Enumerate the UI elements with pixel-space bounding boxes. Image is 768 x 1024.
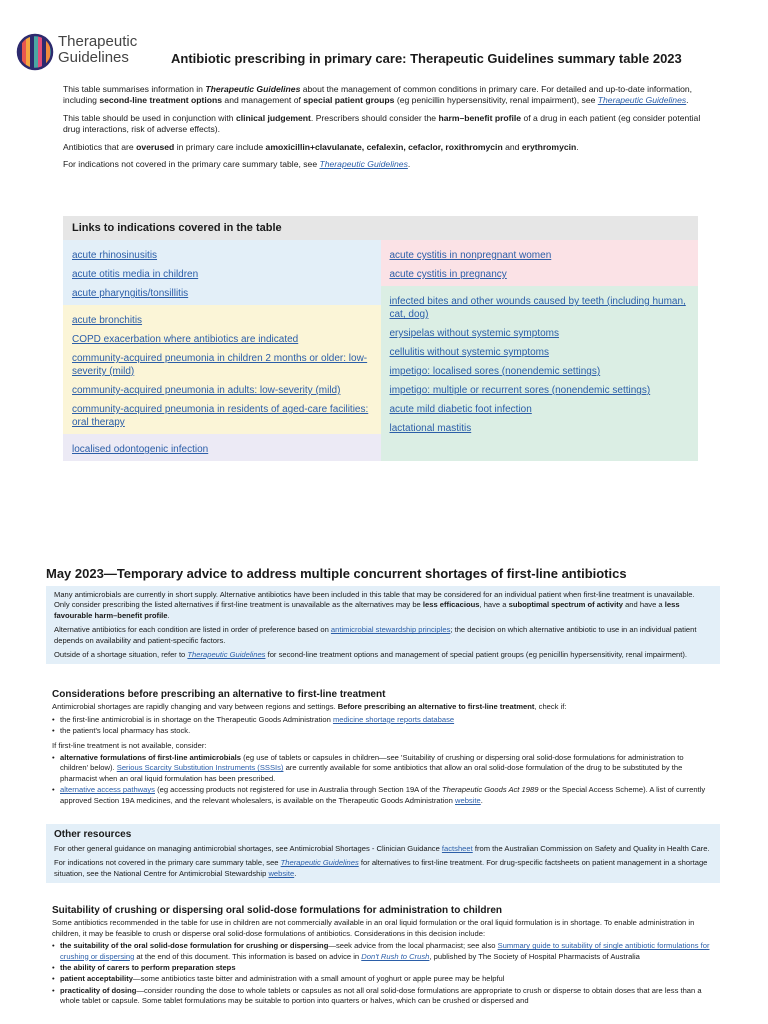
group-skin-links <box>381 286 699 461</box>
other-resources-heading: Other resources <box>54 829 132 840</box>
therapeutic-guidelines-link[interactable]: Therapeutic Guidelines <box>319 159 408 170</box>
other-resources-box: Other resources For other general guidance on managing antimicrobial shortages, see Antimicrobial Shortages - Clinician Guidance factsheet from the Australian Commission on Safety and Quality in Health Care. For indications not covered in the primary care summary table, see Therapeutic Guidelines for alternatives to first-line treatment. For drug-specific factsheets on patient management in a shortage situation, see the National Centre for Antimicrobial Stewardship website. <box>46 824 720 883</box>
link-lactational-mastitis[interactable]: lactational mastitis <box>389 423 472 434</box>
shortage-database-link[interactable]: medicine shortage reports database <box>332 714 455 724</box>
link-impetigo-localised[interactable]: impetigo: localised sores (nonendemic settings) <box>389 366 601 377</box>
summary-guide-link[interactable]: Summary guide to suitability of single antibiotic formulations for crushing or dispersing <box>60 941 710 961</box>
alternative-access-link[interactable]: alternative access pathways <box>60 785 155 795</box>
intro-paragraph-1: This table summarises information in Therapeutic Guidelines about the management of common conditions in primary care. For detailed and up-to-date information, including second-line treatment options and management of special patient groups (eg penicillin hypersensitivity, renal impairment), see Therapeutic Guidelines. <box>63 84 693 106</box>
list-item: • patient acceptability—some antibiotics taste bitter and administration with a small amount of yoghurt or apple puree may be helpful <box>60 974 710 984</box>
links-left-column <box>63 240 381 461</box>
link-infected-bites[interactable]: infected bites and other wounds caused by teeth (including human, cat, dog) <box>389 296 686 320</box>
logo-line-1: Therapeutic <box>58 33 138 50</box>
link-diabetic-foot[interactable]: acute mild diabetic foot infection <box>389 404 532 415</box>
therapeutic-guidelines-link[interactable]: Therapeutic Guidelines <box>597 95 687 106</box>
intro-section <box>63 84 703 176</box>
shortage-paragraph-2: Alternative antibiotics for each condition are listed in order of preference based on antimicrobial stewardship principles; the decision on which alternative antibiotic to use in an individual patient depends on availability and patient-specific factors. <box>54 625 697 645</box>
suitability-list <box>52 941 710 1006</box>
dont-rush-to-crush-link[interactable]: Don't Rush to Crush <box>361 951 430 961</box>
list-item: • alternative formulations of first-line antimicrobials (eg use of tablets or capsules in children—see 'Suitability of crushing or dispersing oral solid-dose formulations for administration to children' below). Serious Scarcity Substitution Instruments (SSSIs) are currently available for some antibiotics that allow an oral solid-dose formulation of the drug to be substituted by the pharmacist when an oral liquid formulation has been prescribed. <box>60 753 712 784</box>
therapeutic-guidelines-logo[interactable] <box>16 32 156 72</box>
link-cystitis-nonpregnant[interactable]: acute cystitis in nonpregnant women <box>389 250 552 261</box>
indication-links-table <box>63 216 698 461</box>
intro-paragraph-2: This table should be used in conjunction with clinical judgement. Prescribers should consider the harm–benefit profile of a drug in each patient (eg consider potential drug interactions, risk of adverse effects). <box>63 112 701 135</box>
considerations-heading: Considerations before prescribing an alternative to first-line treatment <box>52 689 386 700</box>
ncas-website-link[interactable]: website <box>268 868 295 878</box>
link-cap-aged-care[interactable]: community-acquired pneumonia in residents of aged-care facilities: oral therapy <box>72 404 369 428</box>
sssi-link[interactable]: Serious Scarcity Substitution Instruments (SSSIs) <box>116 763 284 773</box>
group-dental-links <box>63 434 381 461</box>
list-item: • alternative access pathways (eg accessing products not registered for use in Australia through Section 19A of the Therapeutic Goods Act 1989 or the Special Access Scheme). A list of currently approved Section 19A medicines, and the relevant wholesalers, is available on the Therapeutic Goods Administration website. <box>60 785 712 806</box>
link-acute-pharyngitis[interactable]: acute pharyngitis/tonsillitis <box>72 288 189 299</box>
link-acute-otitis-media[interactable]: acute otitis media in children <box>72 269 199 280</box>
intro-paragraph-4: For indications not covered in the primary care summary table, see Therapeutic Guidelines. <box>63 159 411 170</box>
link-acute-bronchitis[interactable]: acute bronchitis <box>72 315 143 326</box>
intro-paragraph-3: Antibiotics that are overused in primary care include amoxicillin+clavulanate, cefalexin, cefaclor, roxithromycin and erythromycin. <box>63 141 579 152</box>
considerations-section: Considerations before prescribing an alternative to first-line treatment Antimicrobial shortages are rapidly changing and vary between regions and settings. Before prescribing an alternative to first-line treatment, check if: • the first-line antimicrobial is in shortage on the Therapeutic Goods Administration medicine shortage reports database • the patient's local pharmacy has stock. If first-line treatment is not available, consider: • alternative formulations of first-line antimicrobials (eg use of tablets or capsules in children—see 'Suitability of crushing or dispersing oral solid-dose formulations for administration to children' below). Serious Scarcity Substitution Instruments (SSSIs) are currently available for some antibiotics that allow an oral solid-dose formulation of the drug to be substituted by the pharmacist when an oral liquid formulation has been prescribed. • alternative access pathways (eg accessing products not registered for use in Australia through Section 19A of the Therapeutic Goods Act 1989 or the Special Access Scheme). A list of currently approved Section 19A medicines, and the relevant wholesalers, is available on the Therapeutic Goods Administration website. <box>52 690 712 807</box>
group-urinary-links <box>381 240 699 286</box>
check-list <box>52 715 712 737</box>
consider-list <box>52 753 712 806</box>
shortage-paragraph-1: Many antimicrobials are currently in short supply. Alternative antibiotics have been included in this table that may be considered for an individual patient when first-line treatment is unavailable. Only consider prescribing the listed alternatives if first-line treatment is unavailable as the alternatives may be less efficacious, have a suboptimal spectrum of activity and have a less favourable harm–benefit profile. <box>54 590 695 620</box>
therapeutic-guidelines-link[interactable]: Therapeutic Guidelines <box>187 650 266 660</box>
list-item: • the ability of carers to perform preparation steps <box>60 963 710 973</box>
list-item: • the first-line antimicrobial is in shortage on the Therapeutic Goods Administration medicine shortage reports database <box>60 715 712 725</box>
header <box>16 32 756 72</box>
suitability-section: Suitability of crushing or dispersing oral solid-dose formulations for administration to children Some antibiotics recommended in the table for use in children are not commercially available in an oral liquid formulation or the oral liquid formulation is in shortage. To enable administration in children, it may be feasible to crush or disperse oral solid-dose formulations of antibiotics. Considerations in this decision include: • the suitability of the oral solid-dose formulation for crushing or dispersing—seek advice from the local pharmacist; see also Summary guide to suitability of single antibiotic formulations for crushing or dispersing at the end of this document. This information is based on advice in Don't Rush to Crush, published by The Society of Hospital Pharmacists of Australia • the ability of carers to perform preparation steps • patient acceptability—some antibiotics taste bitter and administration with a small amount of yoghurt or apple puree may be helpful • practicality of dosing—consider rounding the dose to whole tablets or capsules as not all oral solid-dose formulations are appropriate to crush or disperse to obtain doses that are less than a whole tablet or capsule. Some tablet formulations may be suitable to portion into quarters or halves, which can be crushed or dispersed and <box>52 906 710 1008</box>
shortage-section-title: May 2023—Temporary advice to address multiple concurrent shortages of first-line antibiotics <box>46 566 627 581</box>
links-right-column <box>381 240 699 461</box>
link-acute-rhinosinusitis[interactable]: acute rhinosinusitis <box>72 250 158 261</box>
stewardship-principles-link[interactable]: antimicrobial stewardship principles <box>330 625 451 635</box>
logo-line-2: Guidelines <box>58 49 129 66</box>
group-respiratory-links <box>63 305 381 434</box>
factsheet-link[interactable]: factsheet <box>441 844 473 853</box>
link-odontogenic-infection[interactable]: localised odontogenic infection <box>72 444 209 455</box>
group-ent-links <box>63 240 381 305</box>
link-cystitis-pregnancy[interactable]: acute cystitis in pregnancy <box>389 269 507 280</box>
list-item: • practicality of dosing—consider rounding the dose to whole tablets or capsules as not all oral solid-dose formulations are appropriate to crush or disperse to obtain doses that are less than a whole tablet or capsule. Some tablet formulations may be suitable to portion into quarters or halves, which can be crushed or dispersed and <box>60 986 710 1007</box>
list-item: • the suitability of the oral solid-dose formulation for crushing or dispersing—seek advice from the local pharmacist; see also Summary guide to suitability of single antibiotic formulations for crushing or dispersing at the end of this document. This information is based on advice in Don't Rush to Crush, published by The Society of Hospital Pharmacists of Australia <box>60 941 710 962</box>
link-cap-adults[interactable]: community-acquired pneumonia in adults: low-severity (mild) <box>72 385 341 396</box>
link-copd-exacerbation[interactable]: COPD exacerbation where antibiotics are indicated <box>72 334 299 345</box>
tga-website-link[interactable]: website <box>454 795 481 805</box>
link-cellulitis[interactable]: cellulitis without systemic symptoms <box>389 347 549 358</box>
shortage-advice-box <box>46 586 720 664</box>
list-item: • the patient's local pharmacy has stock. <box>60 726 712 736</box>
links-table-heading: Links to indications covered in the table <box>63 216 698 240</box>
link-impetigo-multiple[interactable]: impetigo: multiple or recurrent sores (nonendemic settings) <box>389 385 651 396</box>
logo-stripes-icon <box>16 33 54 71</box>
link-erysipelas[interactable]: erysipelas without systemic symptoms <box>389 328 559 339</box>
therapeutic-guidelines-link[interactable]: Therapeutic Guidelines <box>280 858 359 868</box>
shortage-paragraph-3: Outside of a shortage situation, refer to Therapeutic Guidelines for second-line treatment options and management of special patient groups (eg penicillin hypersensitivity, renal impairment). <box>54 650 688 660</box>
suitability-heading: Suitability of crushing or dispersing oral solid-dose formulations for administration to children <box>52 905 503 916</box>
document-title: Antibiotic prescribing in primary care: Therapeutic Guidelines summary table 2023 <box>171 51 682 66</box>
link-cap-children[interactable]: community-acquired pneumonia in children 2 months or older: low-severity (mild) <box>72 353 368 377</box>
